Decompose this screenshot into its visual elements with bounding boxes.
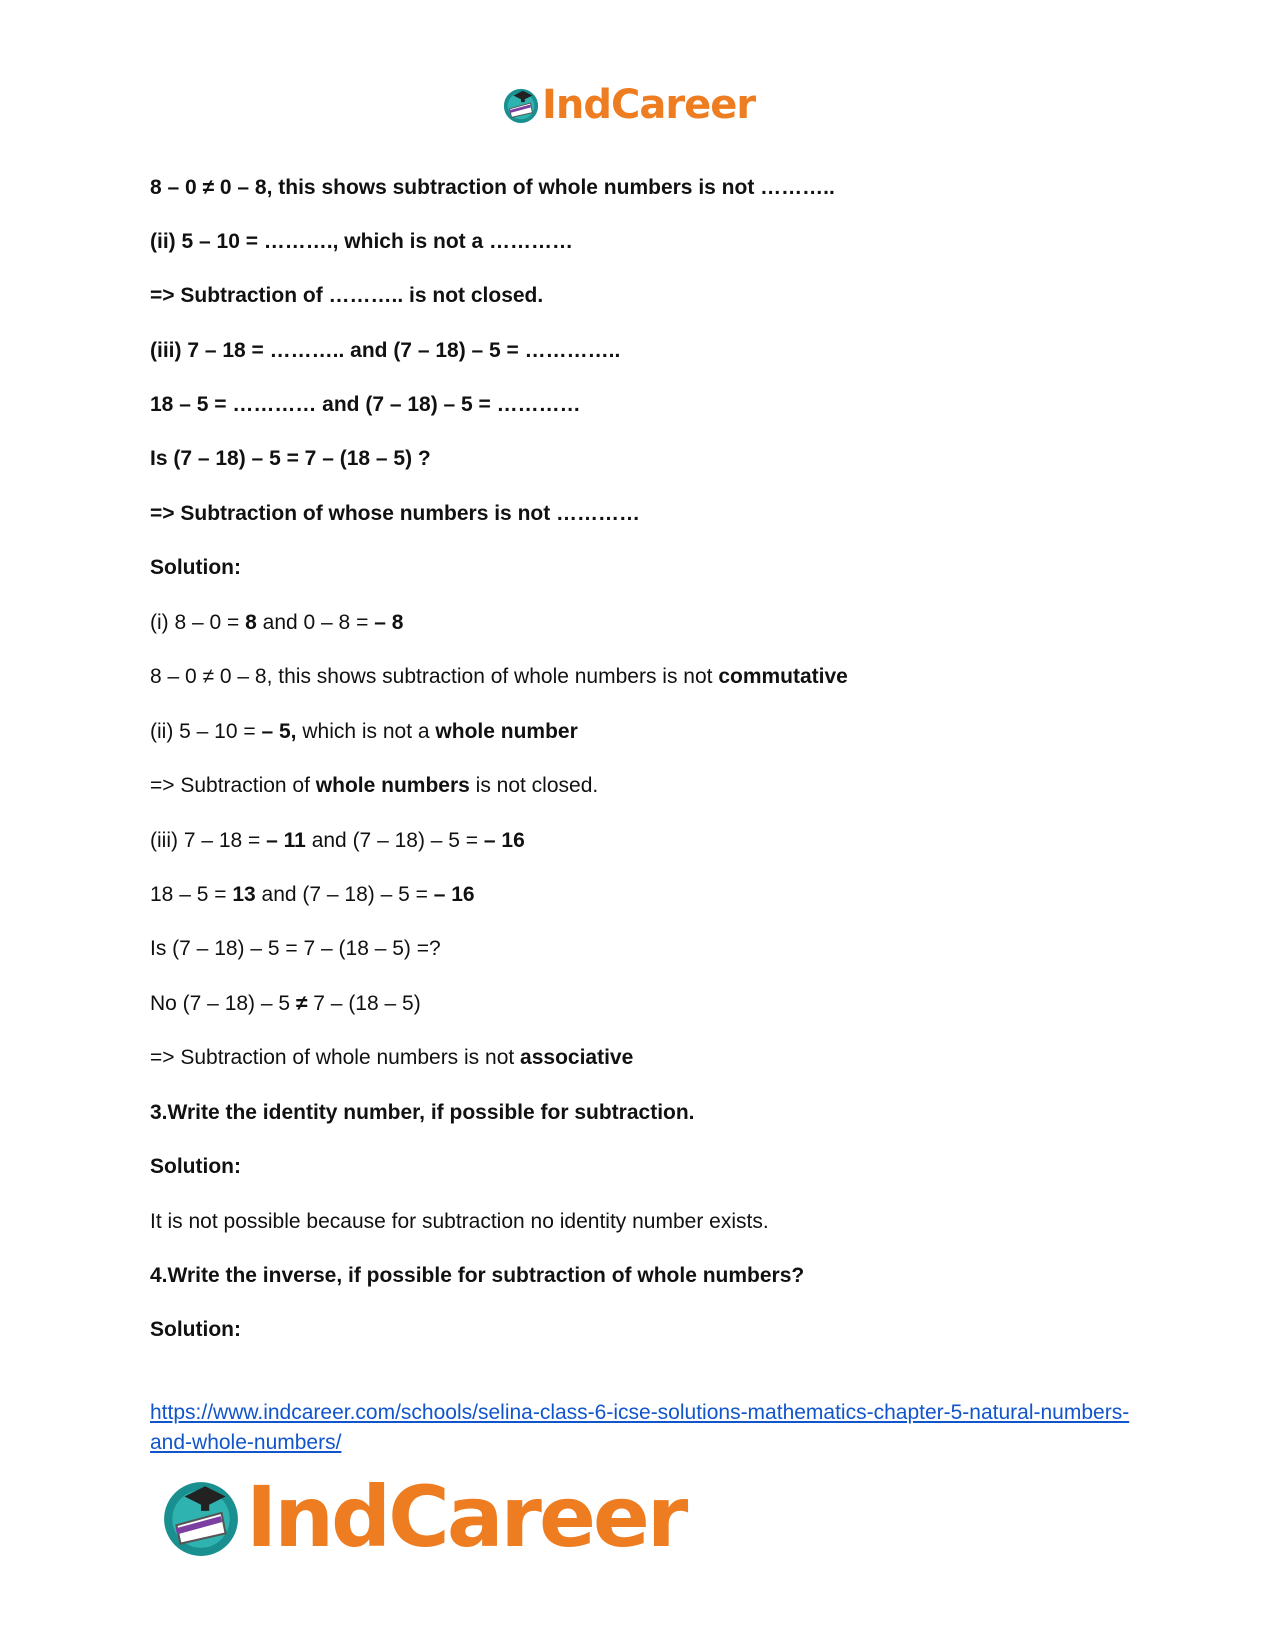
text-line — [150, 992, 421, 1016]
text-line — [150, 1210, 769, 1234]
text-segment: (iii) 7 – 18 = — [150, 829, 267, 852]
bold-text: – 8 — [374, 611, 404, 634]
indcareer-logo-footer — [160, 1468, 685, 1566]
bold-text: associative — [520, 1046, 634, 1069]
text-line — [150, 447, 431, 471]
source-link[interactable]: https://www.indcareer.com/schools/selina-class-6-icse-solutions-mathematics-chapter-5-natural-numbers-and-whole-numbers/ — [150, 1401, 1130, 1454]
globe-book-icon — [160, 1476, 242, 1558]
text-line — [150, 176, 835, 200]
bold-text: Solution: — [150, 1318, 241, 1341]
bold-text: whole number — [435, 720, 578, 743]
text-line — [150, 1318, 241, 1342]
bold-text: – 11 — [266, 829, 306, 852]
bold-text: 4.Write the inverse, if possible for subtraction of whole numbers? — [150, 1264, 805, 1287]
text-segment: and (7 – 18) – 5 = — [255, 883, 434, 906]
text-segment: and (7 – 18) – 5 = — [305, 829, 484, 852]
text-line — [150, 230, 573, 254]
text-line — [150, 1155, 241, 1179]
text-line — [150, 665, 848, 689]
text-line — [150, 937, 441, 961]
text-segment: No (7 – 18) – 5 — [150, 992, 296, 1015]
text-line — [150, 1101, 695, 1125]
bold-text: 3.Write the identity number, if possible for subtraction. — [150, 1101, 695, 1124]
text-line — [150, 502, 640, 526]
text-segment: 18 – 5 = — [150, 883, 233, 906]
text-segment: => Subtraction of whole numbers is not — [150, 1046, 521, 1069]
bold-text: Is (7 – 18) – 5 = 7 – (18 – 5) ? — [150, 447, 431, 470]
bold-text: 13 — [232, 883, 256, 906]
text-segment: It is not possible because for subtraction no identity number exists. — [150, 1210, 769, 1233]
text-line — [150, 556, 241, 580]
text-segment: (i) 8 – 0 = — [150, 611, 246, 634]
bold-text: – 16 — [433, 883, 475, 906]
bold-text: (iii) 7 – 18 = ……….. and (7 – 18) – 5 = ………….. — [150, 339, 621, 362]
bold-text: (ii) 5 – 10 = ………., which is not a ………… — [150, 230, 573, 253]
bold-text: => Subtraction of whose numbers is not ………… — [150, 502, 641, 525]
bold-text: 8 – 0 ≠ 0 – 8, this shows subtraction of whole numbers is not ……….. — [150, 176, 835, 199]
text-line — [150, 339, 620, 363]
bold-text: commutative — [718, 665, 848, 688]
text-segment: 8 – 0 ≠ 0 – 8, this shows subtraction of whole numbers is not — [150, 665, 719, 688]
bold-text: 18 – 5 = ………… and (7 – 18) – 5 = ………… — [150, 393, 581, 416]
text-segment: Is (7 – 18) – 5 = 7 – (18 – 5) =? — [150, 937, 441, 960]
text-line — [150, 393, 581, 417]
globe-book-icon — [502, 86, 540, 124]
text-segment: and 0 – 8 = — [256, 611, 375, 634]
text-line — [150, 1264, 804, 1288]
text-line — [150, 611, 403, 635]
bold-text: Solution: — [150, 556, 241, 579]
bold-text: Solution: — [150, 1155, 241, 1178]
text-line — [150, 883, 475, 907]
text-segment: is not closed. — [469, 774, 599, 797]
logo-wordmark: IndCareer — [542, 82, 756, 128]
bold-text: – 5, — [261, 720, 297, 743]
bold-text: – 16 — [483, 829, 525, 852]
text-segment: 7 – (18 – 5) — [307, 992, 421, 1015]
bold-text: 8 — [245, 611, 257, 634]
bold-text: ≠ — [295, 992, 308, 1015]
text-line — [150, 774, 598, 798]
text-line — [150, 720, 578, 744]
logo-wordmark: IndCareer — [246, 1468, 686, 1566]
text-segment: (ii) 5 – 10 = — [150, 720, 262, 743]
bold-text: whole numbers — [315, 774, 470, 797]
text-line — [150, 284, 543, 308]
text-line — [150, 829, 525, 853]
bold-text: => Subtraction of ……….. is not closed. — [150, 284, 544, 307]
text-line — [150, 1046, 633, 1070]
text-segment: which is not a — [296, 720, 436, 743]
text-segment: => Subtraction of — [150, 774, 316, 797]
indcareer-logo-header — [502, 82, 755, 128]
